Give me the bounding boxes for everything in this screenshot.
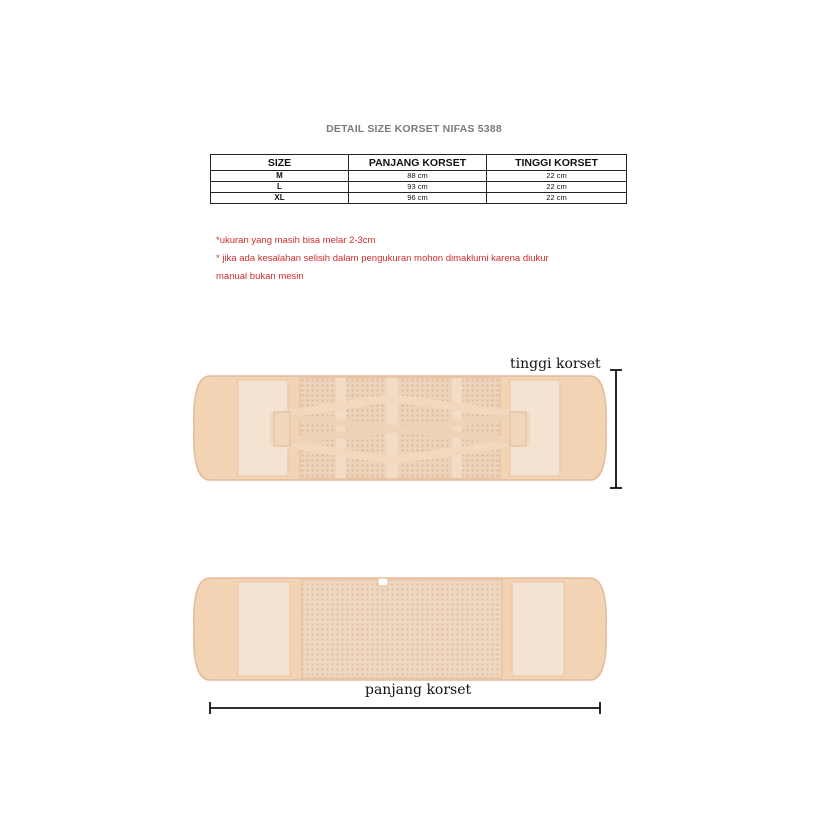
height-measure-icon bbox=[610, 370, 622, 488]
cell-tinggi: 22 cm bbox=[487, 193, 627, 204]
length-measure-icon bbox=[210, 702, 600, 714]
header-size: SIZE bbox=[211, 155, 349, 171]
note-disclaimer-cont: manual bukan mesin bbox=[216, 271, 304, 282]
cell-size: L bbox=[211, 182, 349, 193]
cell-tinggi: 22 cm bbox=[487, 182, 627, 193]
tinggi-label: tinggi korset bbox=[510, 356, 601, 372]
cell-size: M bbox=[211, 171, 349, 182]
note-stretch: *ukuran yang masih bisa melar 2-3cm bbox=[216, 235, 376, 246]
cell-tinggi: 22 cm bbox=[487, 171, 627, 182]
cell-size: XL bbox=[211, 193, 349, 204]
note-disclaimer: * jika ada kesalahan selisih dalam pengukuran mohon dimaklumi karena diukur bbox=[216, 253, 549, 264]
cell-panjang: 93 cm bbox=[349, 182, 487, 193]
cell-panjang: 88 cm bbox=[349, 171, 487, 182]
page-title: DETAIL SIZE KORSET NIFAS 5388 bbox=[326, 123, 502, 135]
cell-panjang: 96 cm bbox=[349, 193, 487, 204]
panjang-label: panjang korset bbox=[365, 682, 472, 698]
header-panjang: PANJANG KORSET bbox=[349, 155, 487, 171]
header-tinggi: TINGGI KORSET bbox=[487, 155, 627, 171]
